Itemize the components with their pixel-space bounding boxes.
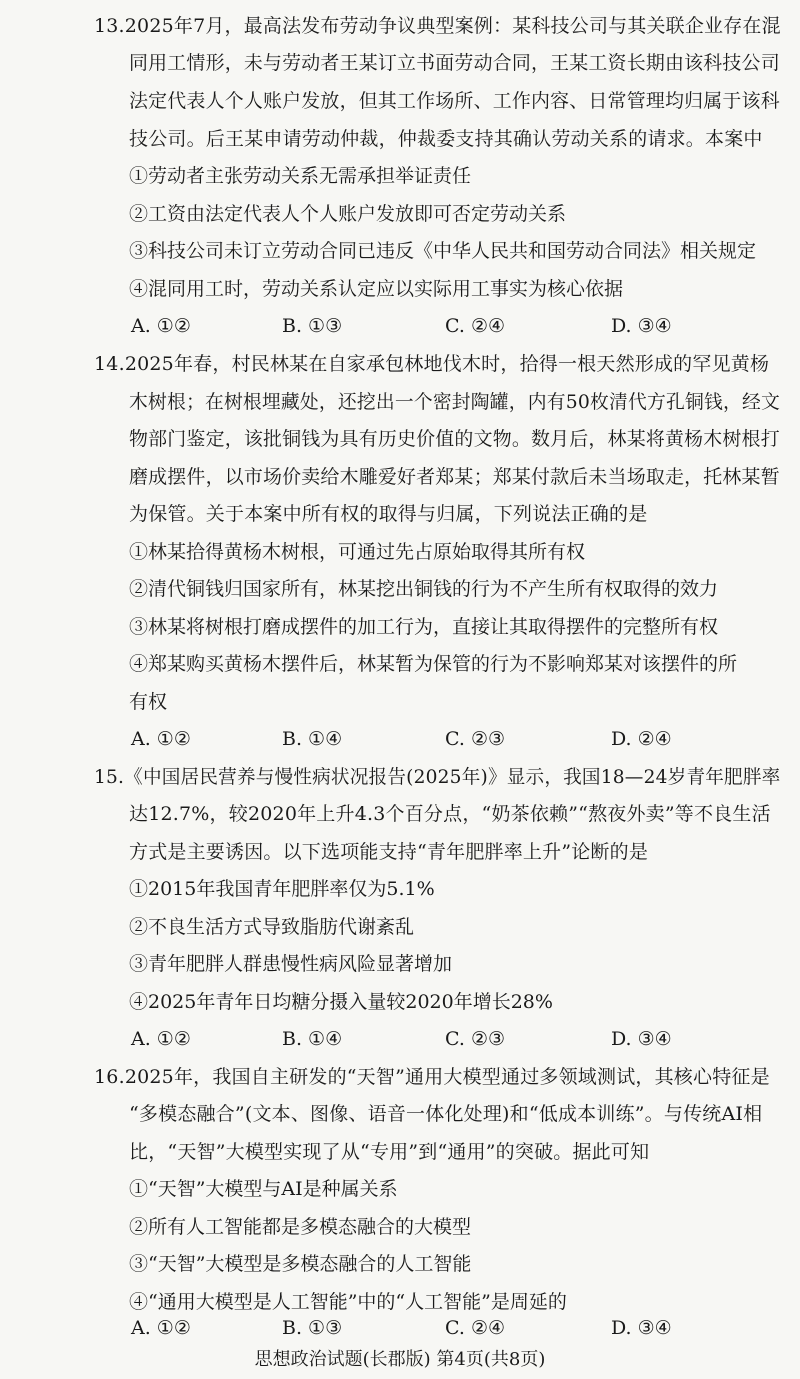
answer-choice-d: D. ③④ xyxy=(611,1317,672,1339)
answer-choice-c: C. ②④ xyxy=(445,315,506,337)
answer-choice-d: D. ③④ xyxy=(611,1028,672,1050)
answer-choice-b: B. ①④ xyxy=(282,1028,343,1050)
answer-choice-b: B. ①③ xyxy=(282,315,343,337)
answer-choice-d: D. ③④ xyxy=(611,315,672,337)
answer-choice-c: C. ②③ xyxy=(445,1028,506,1050)
question-stem-line: 14.2025年春，村民林某在自家承包林地伐木时，拾得一根天然形成的罕见黄杨 xyxy=(94,353,770,375)
question-stem-line: 物部门鉴定，该批铜钱为具有历史价值的文物。数月后，林某将黄杨木树根打 xyxy=(129,428,780,450)
question-stem-line: 技公司。后王某申请劳动仲裁，仲裁委支持其确认劳动关系的请求。本案中 xyxy=(129,128,763,150)
answer-choice-a: A. ①② xyxy=(131,315,191,337)
answer-choice-a: A. ①② xyxy=(131,1028,191,1050)
statement-option: ③“天智”大模型是多模态融合的人工智能 xyxy=(129,1253,472,1275)
statement-option: ①林某拾得黄杨木树根，可通过先占原始取得其所有权 xyxy=(129,541,586,563)
statement-option: ①劳动者主张劳动关系无需承担举证责任 xyxy=(129,165,472,187)
question-stem-line: 达12.7%，较2020年上升4.3个百分点，“奶茶依赖”“熬夜外卖”等不良生活 xyxy=(129,803,771,825)
statement-option: ④2025年青年日均糖分摄入量较2020年增长28% xyxy=(129,991,553,1013)
page-footer: 思想政治试题(长郡版) 第4页(共8页) xyxy=(254,1349,546,1370)
question-stem-line: 16.2025年，我国自主研发的“天智”通用大模型通过多领域测试，其核心特征是 xyxy=(94,1066,770,1088)
question-stem-line: 方式是主要诱因。以下选项能支持“青年肥胖率上升”论断的是 xyxy=(129,841,649,863)
statement-option: ②不良生活方式导致脂肪代谢紊乱 xyxy=(129,916,415,938)
statement-option: ①“天智”大模型与AI是种属关系 xyxy=(129,1178,398,1200)
statement-option: ②所有人工智能都是多模态融合的大模型 xyxy=(129,1216,472,1238)
question-stem-line: 磨成摆件，以市场价卖给木雕爱好者郑某；郑某付款后未当场取走，托林某暂 xyxy=(129,466,780,488)
statement-option: ④混同用工时，劳动关系认定应以实际用工事实为核心依据 xyxy=(129,278,624,300)
question-stem-line: 15.《中国居民营养与慢性病状况报告(2025年)》显示，我国18—24岁青年肥胖率 xyxy=(94,766,781,788)
question-stem-line: 13.2025年7月，最高法发布劳动争议典型案例：某科技公司与其关联企业存在混 xyxy=(94,15,781,37)
statement-option-continued: 有权 xyxy=(129,691,168,713)
statement-option: ②工资由法定代表人个人账户发放即可否定劳动关系 xyxy=(129,203,567,225)
answer-choice-a: A. ①② xyxy=(131,728,191,750)
answer-choice-b: B. ①④ xyxy=(282,728,343,750)
question-stem-line: 木树根；在树根埋藏处，还挖出一个密封陶罐，内有50枚清代方孔铜钱，经文 xyxy=(129,391,780,413)
statement-option: ②清代铜钱归国家所有，林某挖出铜钱的行为不产生所有权取得的效力 xyxy=(129,578,719,600)
statement-option: ③科技公司未订立劳动合同已违反《中华人民共和国劳动合同法》相关规定 xyxy=(129,240,757,262)
statement-option: ④郑某购买黄杨木摆件后，林某暂为保管的行为不影响郑某对该摆件的所 xyxy=(129,653,738,675)
statement-option: ④“通用大模型是人工智能”中的“人工智能”是周延的 xyxy=(129,1291,567,1313)
statement-option: ①2015年我国青年肥胖率仅为5.1% xyxy=(129,878,435,900)
answer-choice-c: C. ②③ xyxy=(445,728,506,750)
answer-choice-d: D. ②④ xyxy=(611,728,672,750)
statement-option: ③林某将树根打磨成摆件的加工行为，直接让其取得摆件的完整所有权 xyxy=(129,616,719,638)
question-stem-line: 为保管。关于本案中所有权的取得与归属，下列说法正确的是 xyxy=(129,503,648,525)
statement-option: ③青年肥胖人群患慢性病风险显著增加 xyxy=(129,953,453,975)
answer-choice-a: A. ①② xyxy=(131,1317,191,1339)
answer-choice-b: B. ①③ xyxy=(282,1317,343,1339)
question-stem-line: 比，“天智”大模型实现了从“专用”到“通用”的突破。据此可知 xyxy=(129,1141,650,1163)
question-stem-line: “多模态融合”(文本、图像、语音一体化处理)和“低成本训练”。与传统AI相 xyxy=(129,1103,763,1125)
question-stem-line: 法定代表人个人账户发放，但其工作场所、工作内容、日常管理均归属于该科 xyxy=(129,90,780,112)
answer-choice-c: C. ②④ xyxy=(445,1317,506,1339)
question-stem-line: 同用工情形，未与劳动者王某订立书面劳动合同，王某工资长期由该科技公司 xyxy=(129,52,780,74)
